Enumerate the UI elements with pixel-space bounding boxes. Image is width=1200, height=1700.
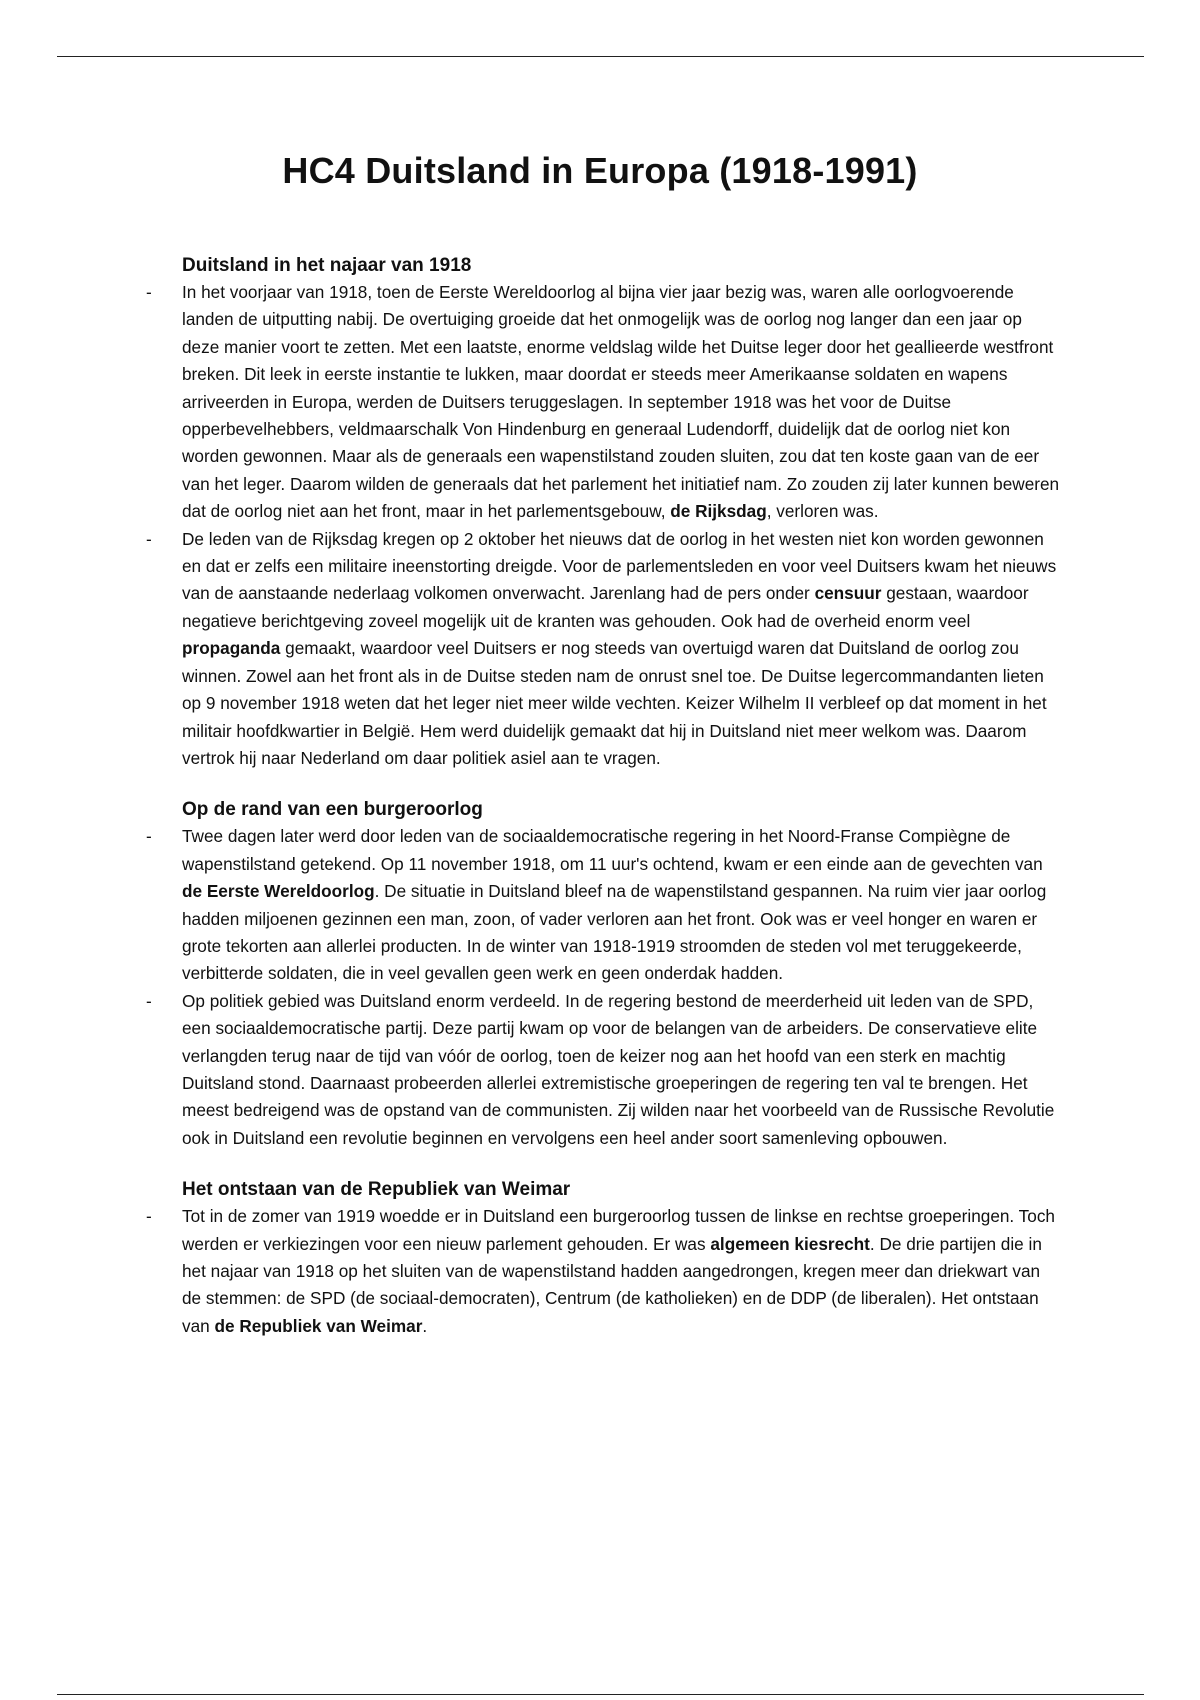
header-rule xyxy=(57,56,1144,57)
section-heading: Op de rand van een burgeroorlog xyxy=(182,799,483,821)
bullet-marker: - xyxy=(146,528,152,549)
key-term: algemeen kiesrecht xyxy=(710,1233,870,1254)
bullet-marker: - xyxy=(146,1206,152,1227)
key-term: de Republiek van Weimar xyxy=(214,1315,423,1336)
key-term: propaganda xyxy=(182,638,281,659)
bullet-paragraph: - Op politiek gebied was Duitsland enorm verdeeld. In de regering bestond de meerderheid uit leden van de SPD, een sociaaldemocratische partij. Deze partij kwam op voor de belangen van de arbeiders. De conservatieve elite verlangden terug naar de tijd van vóór de oorlog, toen de keizer nog aan het hoofd van een sterk en machtig Duitsland stond. Daarnaast probeerden allerlei extremistische groeperingen de regering ten val te brengen. Het meest bedreigend was de opstand van de communisten. Zij wilden naar het voorbeeld van de Russische Revolutie ook in Duitsland een revolutie beginnen en vervolgens een heel ander soort samenleving opbouwen. xyxy=(182,988,1062,1152)
page-title: HC4 Duitsland in Europa (1918-1991) xyxy=(282,150,918,191)
bullet-paragraph: - De leden van de Rijksdag kregen op 2 oktober het nieuws dat de oorlog in het westen niet kon worden gewonnen en dat er zelfs een militaire ineenstorting dreigde. Voor de parlementsleden en voor veel Duitsers kwam het nieuws van de aanstaande nederlaag volkomen onverwacht. Jarenlang had de pers onder censuur gestaan, waardoor negatieve berichtgeving zoveel mogelijk uit de kranten was gehouden. Ook had de overheid enorm veel propaganda gemaakt, waardoor veel Duitsers er nog steeds van overtuigd waren dat Duitsland de oorlog zou winnen. Zowel aan het front als in de Duitse steden nam de onrust snel toe. De Duitse legercommandanten lieten op 9 november 1918 weten dat het leger niet meer wilde vechten. Keizer Wilhelm II verbleef op dat moment in het militair hoofdkwartier in België. Hem werd duidelijk gemaakt dat hij in Duitsland niet meer welkom was. Daarom vertrok hij naar Nederland om daar politiek asiel aan te vragen. xyxy=(182,526,1062,773)
document-body xyxy=(146,252,1062,1364)
bullet-paragraph: - In het voorjaar van 1918, toen de Eerste Wereldoorlog al bijna vier jaar bezig was, waren alle oorlogvoerende landen de uitputting nabij. De overtuiging groeide dat het onmogelijk was de oorlog nog langer dan een jaar op deze manier voort te zetten. Met een laatste, enorme veldslag wilde het Duitse leger door het geallieerde westfront breken. Dit leek in eerste instantie te lukken, maar doordat er steeds meer Amerikaanse soldaten en wapens arriveerden in Europa, werden de Duitsers teruggeslagen. In september 1918 was het voor de Duitse opperbevelhebbers, veldmaarschalk Von Hindenburg en generaal Ludendorff, duidelijk dat de oorlog niet kon worden gewonnen. Maar als de generaals een wapenstilstand zouden sluiten, zou dat ten koste gaan van de eer van het leger. Daarom wilden de generaals dat het parlement het initiatief nam. Zo zouden zij later kunnen beweren dat de oorlog niet aan het front, maar in het parlementsgebouw, de Rijksdag, verloren was. xyxy=(182,279,1062,526)
bullet-paragraph: - Tot in de zomer van 1919 woedde er in Duitsland een burgeroorlog tussen de linkse en rechtse groeperingen. Toch werden er verkiezingen voor een nieuw parlement gehouden. Er was algemeen kiesrecht. De drie partijen die in het najaar van 1918 op het sluiten van de wapenstilstand hadden aangedrongen, kregen meer dan driekwart van de stemmen: de SPD (de sociaal-democraten), Centrum (de katholieken) en de DDP (de liberalen). Het ontstaan van de Republiek van Weimar. xyxy=(182,1203,1062,1340)
section-heading: Het ontstaan van de Republiek van Weimar xyxy=(182,1179,571,1201)
bullet-paragraph: - Twee dagen later werd door leden van de sociaaldemocratische regering in het Noord-Franse Compiègne de wapenstilstand getekend. Op 11 november 1918, om 11 uur's ochtend, kwam er een einde aan de gevechten van de Eerste Wereldoorlog. De situatie in Duitsland bleef na de wapenstilstand gespannen. Na ruim vier jaar oorlog hadden miljoenen gezinnen een man, zoon, of vader verloren aan het front. Ook was er veel honger en waren er grote tekorten aan allerlei producten. In de winter van 1918-1919 stroomden de steden vol met teruggekeerde, verbitterde soldaten, die in veel gevallen geen werk en geen onderdak hadden. xyxy=(182,823,1062,987)
footer-rule xyxy=(57,1694,1144,1695)
section-najaar-1918 xyxy=(146,252,1062,772)
section-republiek-weimar xyxy=(146,1176,1062,1340)
key-term: censuur xyxy=(814,583,882,604)
key-term: de Eerste Wereldoorlog xyxy=(182,881,375,902)
section-heading: Duitsland in het najaar van 1918 xyxy=(182,255,472,276)
bullet-marker: - xyxy=(146,282,152,302)
section-burgeroorlog xyxy=(146,796,1062,1152)
bullet-marker: - xyxy=(146,826,152,847)
key-term: de Rijksdag xyxy=(670,501,767,522)
bullet-marker: - xyxy=(146,990,152,1011)
